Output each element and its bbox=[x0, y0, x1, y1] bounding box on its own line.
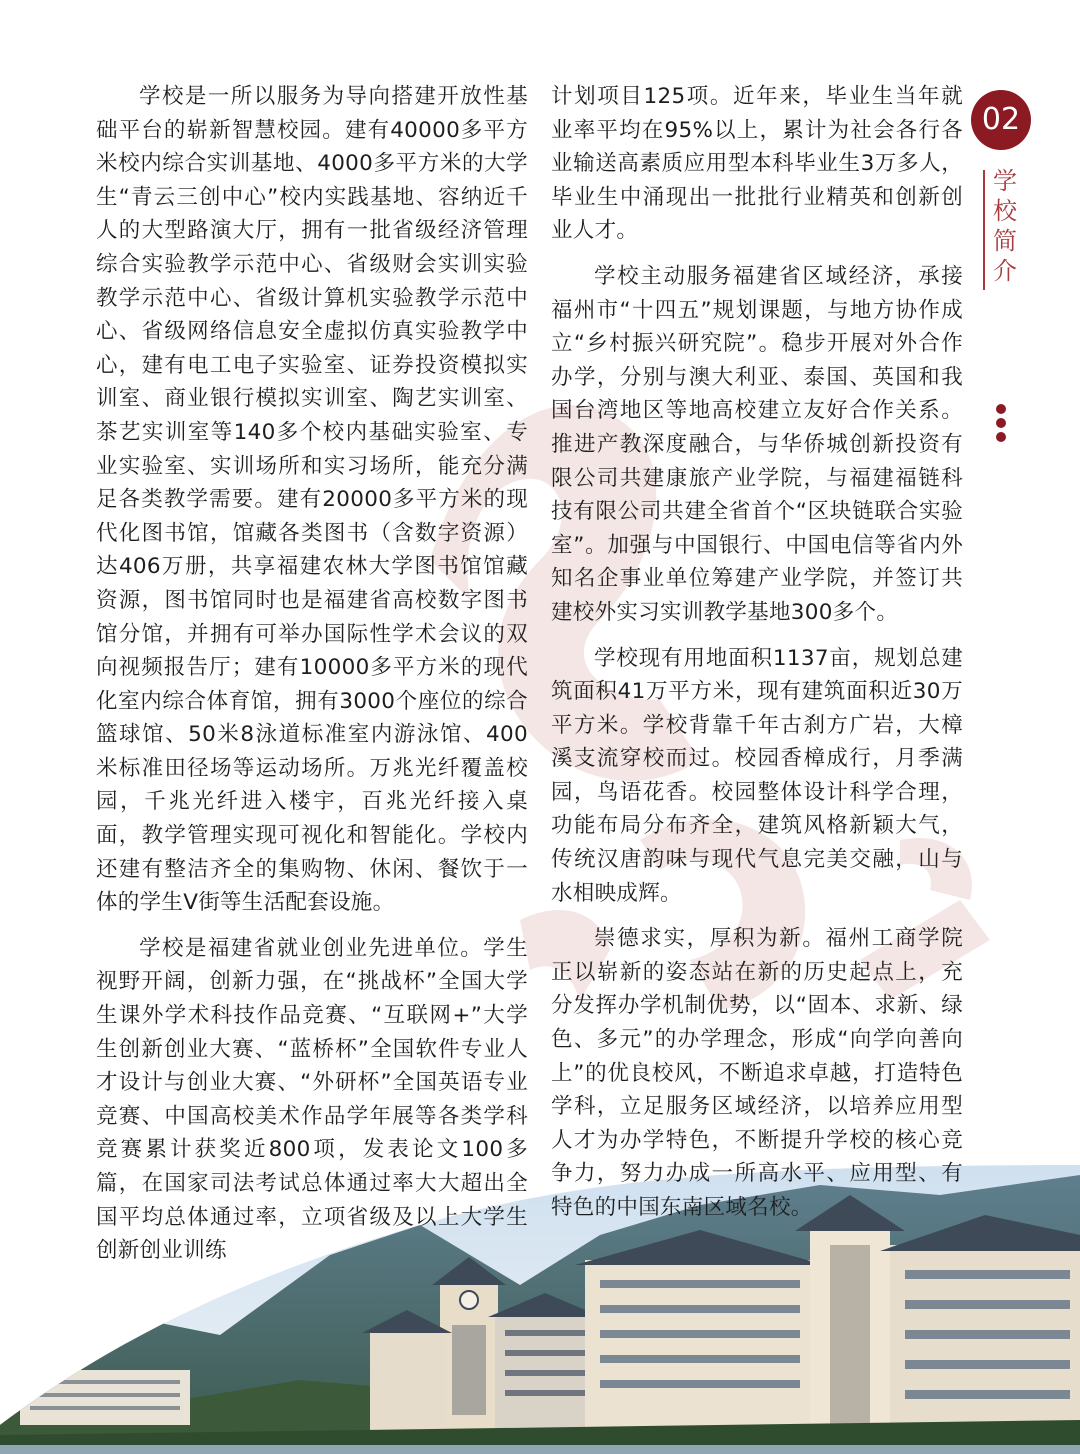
hall-building bbox=[370, 1330, 445, 1430]
dot bbox=[996, 432, 1006, 442]
section-title-rule bbox=[983, 170, 985, 290]
decorative-dots bbox=[996, 402, 1006, 444]
paragraph-employment-continued: 计划项目125项。近年来，毕业生当年就业率平均在95%以上，累计为社会各行各业输送高素质应用型本科毕业生3万多人，毕业生中涌现出一批批行业精英和创新创业人才。 bbox=[551, 84, 963, 244]
section-title-char: 校 bbox=[993, 197, 1017, 225]
paragraph-employment: 学校是福建省就业创业先进单位。学生视野开阔，创新力强，在“挑战杯”全国大学生课外学术科技作品竞赛、“互联网+”大学生创新创业大赛、“蓝桥杯”全国软件专业人才设计与创业大赛、“外研杯”全国英语专业竞赛、中国高校美术作品学年展等各类学科竞赛累计获奖近800项，发表论文100多篇，在国家司法考试总体通过率大大超出全国平均总体通过率，立项省级及以上大学生创新创业训练 bbox=[96, 935, 528, 1264]
paragraph-facilities: 学校是一所以服务为导向搭建开放性基础平台的崭新智慧校园。建有40000多平方米校内综合实训基地、4000多平方米的大学生“青云三创中心”校内实践基地、容纳近千人的大型路演大厅，拥有一批省级经济管理综合实验教学示范中心、省级财会实训实验教学示范中心、省级计算机实验教学示范中心、省级网络信息安全虚拟仿真实验教学中心，建有电工电子实验室、证券投资模拟实训室、商业银行模拟实训室、陶艺实训室、茶艺实训室等140多个校内基础实验室、专业实验室、实训场所和实习场所，能充分满足各类教学需要。建有20000多平方米的现代化图书馆，馆藏各类图书（含数字资源）达406万册，共享福建农林大学图书馆馆藏资源，图书馆同时也是福建省高校数字图书馆分馆，并拥有可举办国际性学术会议的双向视频报告厅；建有10000多平方米的现代化室内综合体育馆，拥有3000个座位的综合篮球馆、50米8泳道标准室内游泳馆、400米标准田径场等运动场所。万兆光纤覆盖校园，千兆光纤进入楼宇，百兆光纤接入桌面，教学管理实现可视化和智能化。学校内还建有整洁齐全的集购物、休闲、餐饮于一体的学生V街等生活配套设施。 bbox=[96, 84, 528, 916]
section-title bbox=[991, 166, 1019, 286]
dot bbox=[996, 404, 1006, 414]
paragraph-cooperation: 学校主动服务福建省区域经济，承接福州市“十四五”规划课题，与地方协作成立“乡村振兴研究院”。稳步开展对外合作办学，分别与澳大利亚、泰国、英国和我国台湾地区等地高校建立友好合作关系。推进产教深度融合，与华侨城创新投资有限公司共建康旅产业学院，与福建福链科技有限公司共建全省首个“区块链联合实验室”。加强与中国银行、中国电信等省内外知名企事业单位筹建产业学院，并签订共建校外实习实训教学基地300多个。 bbox=[551, 263, 963, 625]
section-title-wrap bbox=[983, 166, 1019, 290]
clock-icon bbox=[460, 1291, 478, 1309]
dormitory-building bbox=[20, 1370, 190, 1425]
left-column bbox=[96, 80, 528, 1268]
section-title-char: 介 bbox=[993, 257, 1017, 285]
section-number-badge: 02 bbox=[971, 90, 1031, 150]
paragraph-campus: 学校现有用地面积1137亩，规划总建筑面积41万平方米，现有建筑面积近30万平方米。学校背靠千年古刹方广岩，大樟溪支流穿校而过。校园香樟成行，月季满园，鸟语花香。校园整体设计科学合理，功能布局分布齐全，建筑风格新颖大气，传统汉唐韵味与现代气息完美交融，山与水相映成辉。 bbox=[551, 645, 963, 906]
paragraph-vision: 崇德求实，厚积为新。福州工商学院正以崭新的姿态站在新的历史起点上，充分发挥办学机制优势，以“固本、求新、绿色、多元”的办学理念，形成“向学向善向上”的优良校风，不断追求卓越，打造特色学科，立足服务区域经济，以培养应用型人才为办学特色，不断提升学校的核心竞争力，努力办成一所高水平、应用型、有特色的中国东南区域名校。 bbox=[551, 926, 963, 1220]
section-title-char: 简 bbox=[993, 227, 1017, 255]
section-marker bbox=[970, 90, 1032, 444]
river bbox=[0, 1445, 1080, 1454]
right-column bbox=[551, 80, 963, 1225]
section-title-char: 学 bbox=[993, 167, 1017, 195]
dot bbox=[996, 418, 1006, 428]
